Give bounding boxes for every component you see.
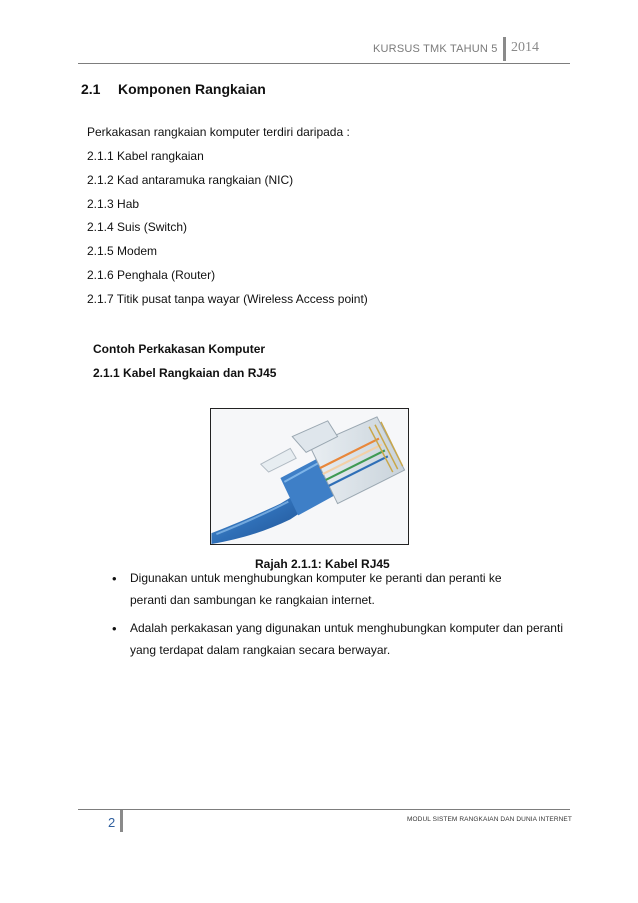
example-heading: Contoh Perkakasan Komputer	[93, 342, 266, 356]
header-course-title: KURSUS TMK TAHUN 5	[373, 43, 498, 55]
rj45-cable-figure	[210, 408, 409, 545]
bullet-line: peranti dan sambungan ke rangkaian internet.	[130, 593, 375, 607]
bullet-item	[130, 567, 570, 611]
footer-rule	[78, 809, 570, 810]
bullet-item	[130, 617, 570, 661]
header-year: 2014	[511, 40, 539, 55]
bullet-line: Digunakan untuk menghubungkan komputer ke peranti dan peranti ke	[130, 571, 502, 585]
component-item: 2.1.7 Titik pusat tanpa wayar (Wireless Access point)	[87, 292, 368, 306]
component-item: 2.1.2 Kad antaramuka rangkaian (NIC)	[87, 173, 294, 187]
page-number: 2	[108, 815, 116, 830]
bullet-line: yang terdapat dalam rangkaian secara berwayar.	[130, 643, 391, 657]
component-item: 2.1.1 Kabel rangkaian	[87, 149, 204, 163]
footer-title: MODUL SISTEM RANGKAIAN DAN DUNIA INTERNET	[407, 816, 572, 823]
bullet-line: Adalah perkakasan yang digunakan untuk menghubungkan komputer dan peranti	[130, 621, 563, 635]
footer-divider	[120, 810, 123, 832]
component-item: 2.1.3 Hab	[87, 197, 140, 211]
bullet-icon: •	[112, 571, 117, 586]
header-rule	[78, 63, 570, 64]
figure-caption: Rajah 2.1.1: Kabel RJ45	[255, 557, 390, 571]
component-item: 2.1.4 Suis (Switch)	[87, 220, 188, 234]
component-item: 2.1.6 Penghala (Router)	[87, 268, 216, 282]
header-divider	[503, 37, 506, 61]
rj45-cable-icon	[211, 409, 408, 544]
bullet-icon: •	[112, 621, 117, 636]
component-item: 2.1.5 Modem	[87, 244, 158, 258]
section-number: 2.1	[81, 81, 101, 97]
intro-text: Perkakasan rangkaian komputer terdiri daripada :	[87, 125, 350, 139]
section-title: Komponen Rangkaian	[118, 81, 266, 97]
subsection-heading: 2.1.1 Kabel Rangkaian dan RJ45	[93, 366, 277, 380]
